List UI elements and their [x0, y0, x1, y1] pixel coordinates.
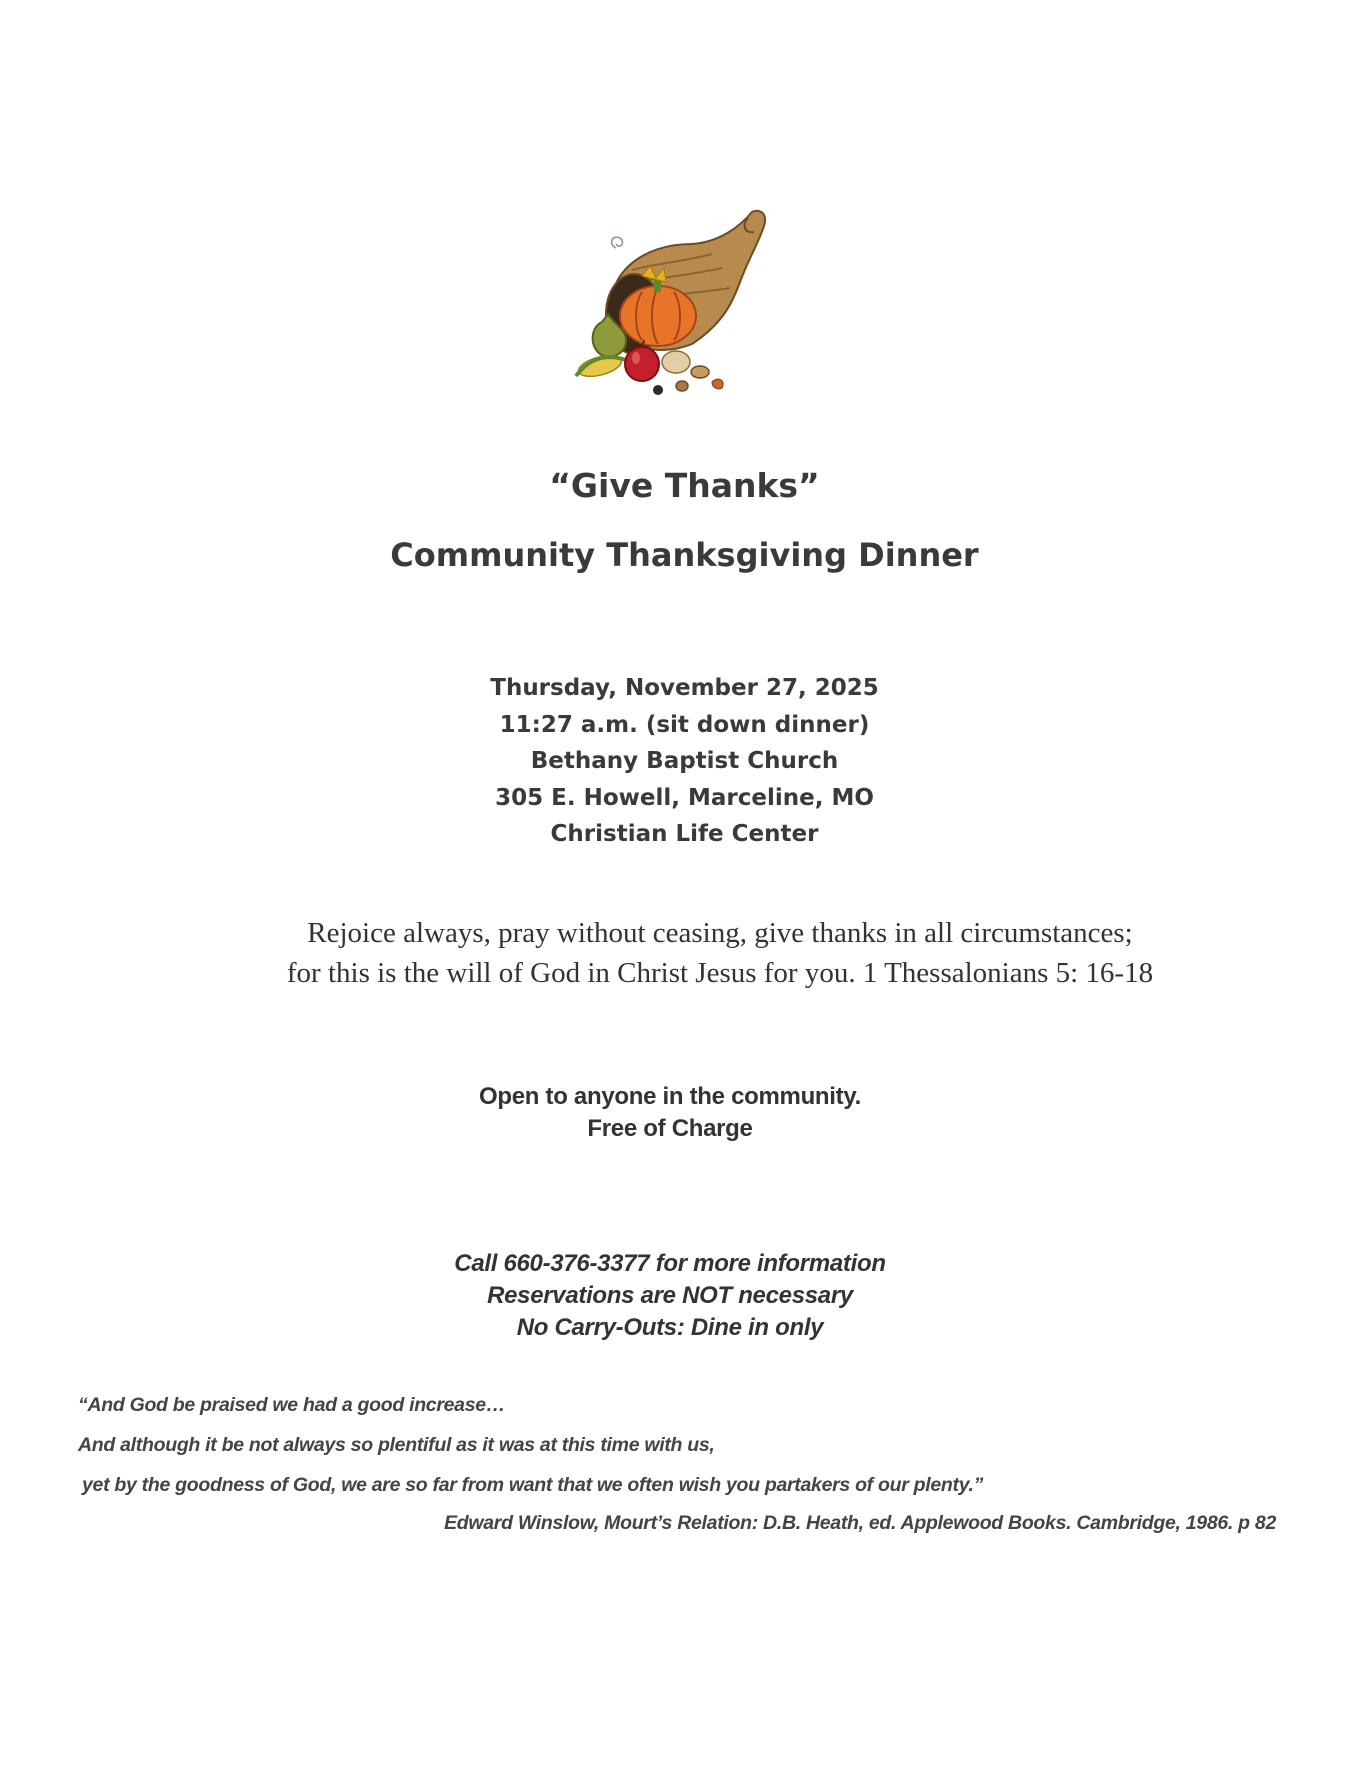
event-time: 11:27 a.m. (sit down dinner): [499, 711, 870, 738]
invitation-text: [0, 1081, 1340, 1145]
contact-phone: Call 660-376-3377 for more information: [454, 1250, 886, 1277]
quote-line-1: “And God be praised we had a good increase…: [78, 1394, 506, 1416]
event-venue: Bethany Baptist Church: [530, 748, 839, 774]
reservation-note: Reservations are NOT necessary: [487, 1282, 853, 1309]
event-details: [0, 670, 1369, 853]
event-date: Thursday, November 27, 2025: [490, 675, 879, 701]
contact-info: [0, 1248, 1340, 1344]
event-room: Christian Life Center: [550, 821, 819, 847]
cornucopia-icon: [572, 204, 772, 404]
verse-line-2: for this is the will of God in Christ Jesus for you. 1 Thessalonians 5: 16-18: [286, 957, 1154, 989]
scripture-verse: [0, 913, 1369, 993]
verse-line-1: Rejoice always, pray without ceasing, give thanks in all circumstances;: [307, 917, 1133, 949]
invitation-line-2: Free of Charge: [587, 1115, 753, 1142]
quote-line-3: yet by the goodness of God, we are so far from want that we often wish you partakers of our plenty.”: [82, 1474, 984, 1496]
carryout-note: No Carry-Outs: Dine in only: [516, 1314, 824, 1341]
invitation-line-1: Open to anyone in the community.: [479, 1083, 861, 1110]
quote-citation: Edward Winslow, Mourt’s Relation: D.B. Heath, ed. Applewood Books. Cambridge, 1986. p 82: [444, 1512, 1276, 1534]
quote-line-2: And although it be not always so plentiful as it was at this time with us,: [78, 1434, 715, 1456]
event-subtitle: Community Thanksgiving Dinner: [390, 536, 979, 574]
event-address: 305 E. Howell, Marceline, MO: [495, 784, 874, 811]
page-title: “Give Thanks”: [549, 466, 820, 505]
